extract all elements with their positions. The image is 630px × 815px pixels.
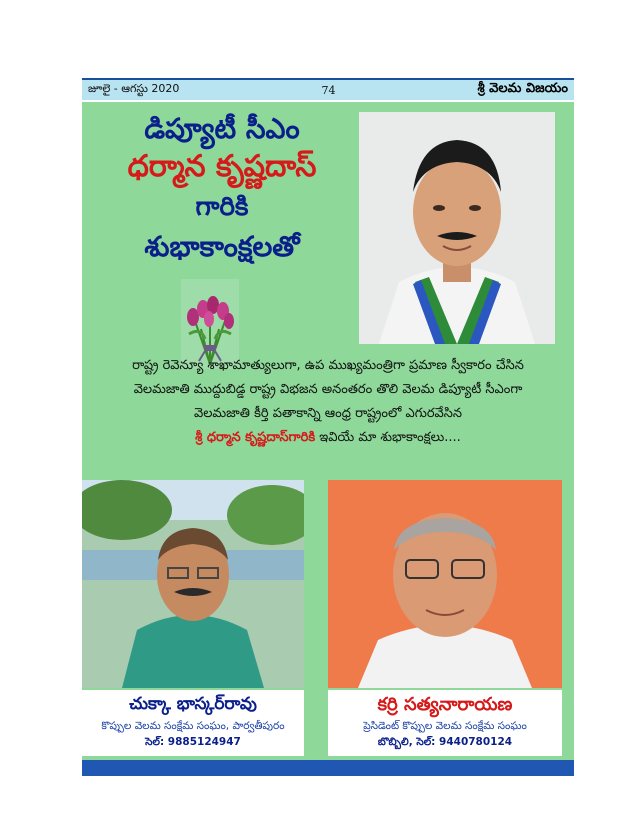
left-member-caption (82, 690, 304, 756)
message-line-3: వెలమజాతి కీర్తి పతాకాన్ని ఆంధ్ర రాష్ట్రంలో ఎగురవేసిన (193, 406, 463, 421)
left-member-phone: సెల్: 9885124947 (145, 736, 241, 748)
right-member-photo (328, 480, 562, 688)
headline-honorific: గారికి (195, 192, 249, 222)
left-member-name: చుక్కా భాస్కర్‌రావు (129, 694, 257, 714)
message-line-4 (96, 430, 560, 448)
right-member-phone: బొబ్బిలి, సెల్: 9440780124 (377, 736, 513, 748)
headline-title: డిప్యూటీ సీఎం (144, 112, 300, 145)
left-member-organization: కొప్పుల వెలమ సంక్షేమ సంఘం, పార్వతీపురం (101, 720, 285, 732)
message-closing: ఇవియే మా శుభాకాంక్షలు.... (315, 430, 461, 445)
message-line-2: వెలమజాతి ముద్దుబిడ్డ రాష్ట్ర విభజన అనంతరం తొలి వెలమ డిప్యూటీ సీఎంగా (133, 382, 523, 397)
page-header (82, 78, 574, 100)
greeting-panel (82, 102, 574, 760)
deputy-cm-portrait (359, 112, 555, 344)
headline-name: ధర్మాన కృష్ణదాస్ (127, 149, 317, 184)
message-line-1: రాష్ట్ర రెవెన్యూ శాఖామాత్యులుగా, ఉప ముఖ్యమంత్రిగా ప్రమాణ స్వీకారం చేసిన (132, 358, 524, 373)
right-member-name: కర్రి సత్యనారాయణ (377, 694, 513, 715)
footer-bar (82, 760, 574, 776)
left-member-photo (82, 480, 304, 688)
headline-greeting: శుభాకాంక్షలతో (144, 230, 300, 263)
right-member-organization: ప్రెసిడెంట్ కొప్పుల వెలమ సంక్షేమ సంఘం (363, 720, 527, 732)
issue-date: జూలై - ఆగస్టు 2020 (88, 82, 180, 95)
page-number: 74 (321, 83, 336, 97)
magazine-title: శ్రీ వెలమ విజయం (477, 81, 568, 96)
right-member-caption (328, 690, 562, 756)
honoree-name: శ్రీ ధర్మాన కృష్ణదాస్‌గారికి (195, 430, 316, 445)
flower-bouquet-image (181, 279, 239, 369)
